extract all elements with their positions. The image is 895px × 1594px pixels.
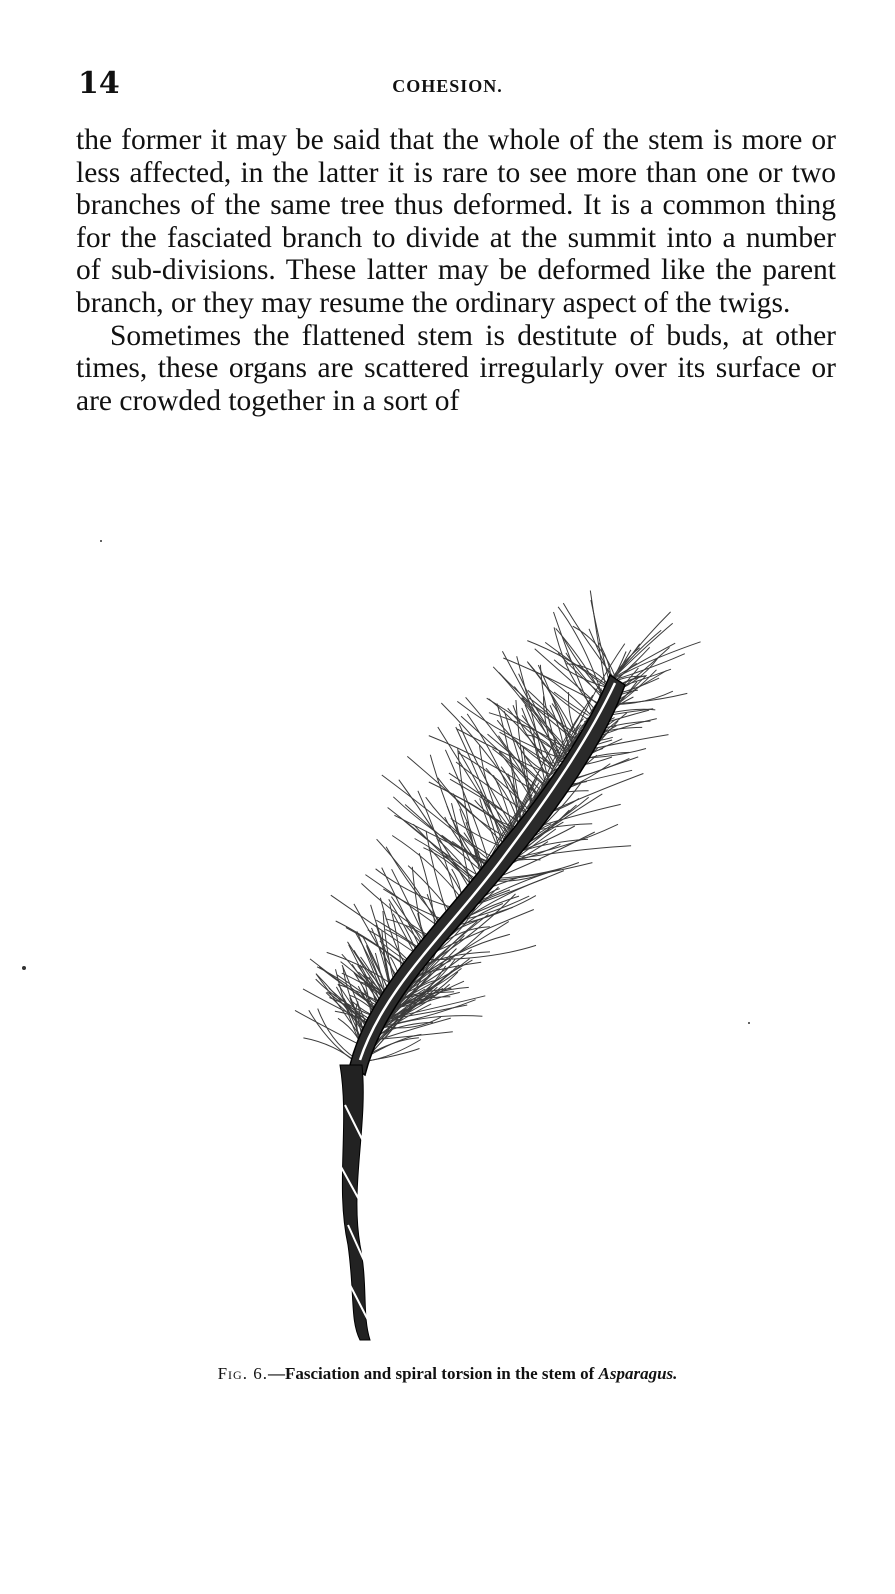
caption-label: Fig. 6. [217,1364,268,1383]
print-speck [100,540,102,542]
body-text [76,124,836,417]
caption-genus: Asparagus. [598,1364,678,1383]
paragraph: the former it may be said that the whole of the stem is more or less affected, in the latter it is rare to see more than one or two branches of the same tree thus deformed. It is a common thing for the fasciated branch to divide at the summit into a number of sub-divisions. These latter may be deformed like the parent branch, or they may resume the ordinary aspect of the twigs. [76,124,836,319]
paragraph: Sometimes the flattened stem is destitute of buds, at other times, these organs are scattered irregularly over its surface or are crowded together in a sort of [76,319,836,417]
asparagus-stem-icon [200,505,720,1345]
spiral-stem-shape [340,1065,370,1340]
page-number: 14 [78,66,120,101]
bristle-stroke [456,762,526,812]
running-head: COHESION. [392,76,503,96]
figure-caption [0,1364,895,1384]
print-speck [22,966,26,970]
bristle-stroke [377,839,444,937]
caption-description: —Fasciation and spiral torsion in the stem of [267,1364,599,1383]
print-speck [748,1022,750,1024]
figure-illustration [200,505,720,1345]
bristle-stroke [517,656,548,778]
